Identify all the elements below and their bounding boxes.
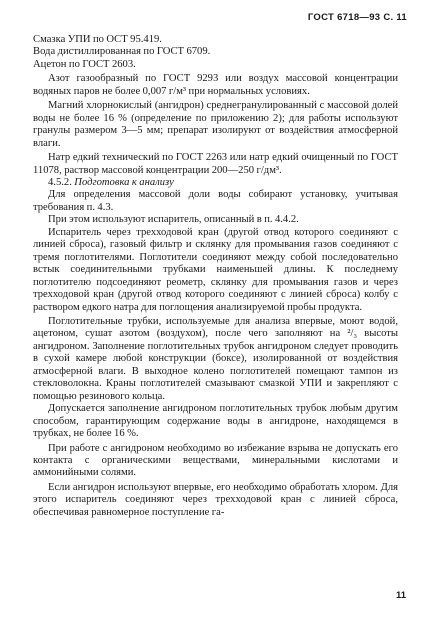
- paragraph-ustanovka: Для определения массовой доли воды собирают установку, учитывая требования п. 4.3.: [33, 189, 398, 213]
- section-number: 4.5.2.: [48, 176, 72, 188]
- paragraph-vzryv: При работе с ангидроном необходимо во избежание взрыва не допускать его контакта с органическими веществами, минеральными кислотами и аммонийными солями.: [33, 442, 398, 479]
- paragraph-isparitel-ref: При этом используют испаритель, описанный в п. 4.4.2.: [48, 214, 299, 226]
- section-heading: [33, 177, 398, 189]
- page-header: ГОСТ 6718—93 С. 11: [307, 12, 407, 23]
- paragraph-aceton: Ацетон по ГОСТ 2603.: [33, 58, 136, 70]
- paragraph-dopuskaetsya: Допускается заполнение ангидроном поглотительных трубок любым другим способом, гарантирующим содержание воды в ангидроне, находящемся в трубках, не более 16 %.: [33, 403, 398, 440]
- paragraph-magniy: Магний хлорнокислый (ангидрон) среднегранулированный с массовой долей воды не более 16 % (определение по приложению 2); для работы используют гранулы размером 3—5 мм; препарат изолируют от воздействия атмосферной влаги.: [33, 100, 398, 149]
- section-title: Подготовка к анализу: [74, 176, 174, 188]
- paragraph-isparitel: Испаритель через трехходовой кран (другой отвод которого соединяют с линией сброса), газовый фильтр и склянку для промывания газов соединяют с тремя поглотителями. Поглотители соединяют между собой последовательно встык соединительными трубками наименьшей длины. К последнему поглотителю подсоединяют реометр, склянку для промывания газов и через трехходовой кран (другой отвод которого соединяют с линией сброса) колбу с раствором едкого натра для поглощения анализируемой пробы продукта.: [33, 226, 398, 313]
- document-body: [33, 34, 398, 519]
- paragraph-hlor: Если ангидрон используют впервые, его необходимо обработать хлором. Для этого испаритель соединяют через трехходовой кран с линией сброса, обеспечивая равномерное поступление га-: [33, 481, 398, 518]
- paragraph-natr: Натр едкий технический по ГОСТ 2263 или натр едкий очищенный по ГОСТ 11078, раствор массовой концентрации 200—250 г/дм³.: [33, 152, 398, 176]
- page-number: 11: [395, 590, 406, 601]
- paragraph-trubki: Поглотительные трубки, используемые для анализа впервые, моют водой, ацетоном, сушат азотом (воздухом), после чего заполняют на ²/₃ высоты ангидроном. Заполнение поглотительных трубок ангидроном следует проводить в сухой камере любой конструкции (боксе), изолированной от воздействия атмосферной влаги. В выходное колено поглотителей помещают тампон из стекловолокна. Краны поглотителей смазывают смазкой УПИ и закрепляют с помощью резинового кольца.: [33, 315, 398, 402]
- paragraph-voda: Вода дистиллированная по ГОСТ 6709.: [33, 46, 211, 58]
- paragraph-azot: Азот газообразный по ГОСТ 9293 или воздух массовой концентрации водяных паров не более 0,007 г/м³ при нормальных условиях.: [33, 73, 398, 97]
- paragraph-smazka: Смазка УПИ по ОСТ 95.419.: [33, 34, 162, 45]
